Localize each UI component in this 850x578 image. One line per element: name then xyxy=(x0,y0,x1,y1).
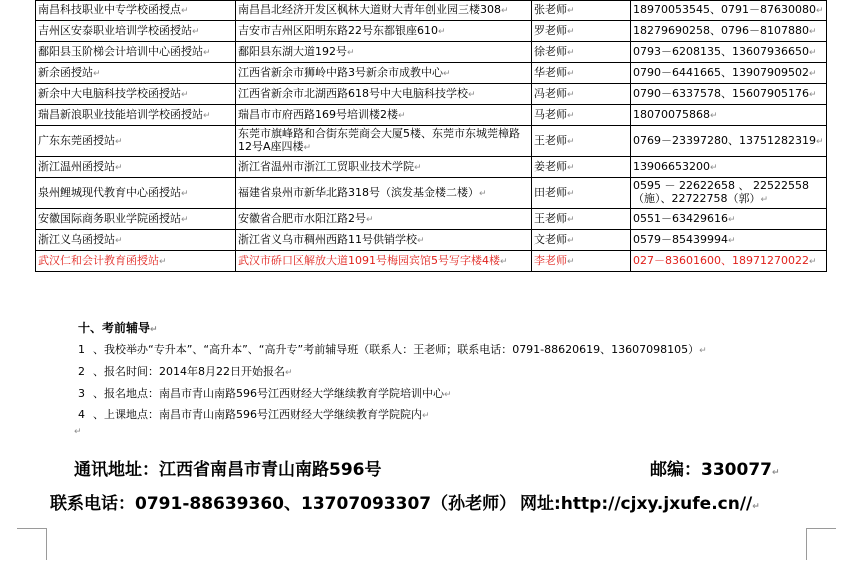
cell-end-mark: ↵ xyxy=(567,68,575,79)
cell-end-mark: ↵ xyxy=(808,26,817,37)
cell-end-mark: ↵ xyxy=(500,256,508,267)
cell-end-mark: ↵ xyxy=(417,235,425,246)
station-table xyxy=(35,0,827,272)
cell-address xyxy=(236,209,532,230)
list-item xyxy=(78,406,430,422)
cell-text: 王老师 xyxy=(534,133,567,147)
contact-phone xyxy=(50,489,516,514)
cell-address xyxy=(236,63,532,84)
cell-text: 027－83601600、18971270022 xyxy=(633,253,809,267)
paragraph-mark: ↵ xyxy=(422,411,430,421)
cell-address xyxy=(236,157,532,178)
item-number: 3 xyxy=(78,387,85,400)
list-item xyxy=(78,341,707,357)
cell-end-mark: ↵ xyxy=(567,256,575,267)
cell-phone xyxy=(631,21,827,42)
cell-end-mark: ↵ xyxy=(727,214,736,225)
cell-end-mark: ↵ xyxy=(181,6,189,16)
cell-text: 华老师 xyxy=(534,65,567,79)
item-text: 、上课地点：南昌市青山南路596号江西财经大学继续教育学院院内 xyxy=(93,408,422,421)
cell-text: 安徽省合肥市水阳江路2号 xyxy=(238,211,366,225)
cell-end-mark: ↵ xyxy=(203,110,211,121)
cell-end-mark: ↵ xyxy=(709,110,718,121)
table-row xyxy=(36,105,827,126)
mailing-address xyxy=(74,455,382,480)
section-title-text: 十、考前辅导 xyxy=(78,321,151,335)
cell-phone xyxy=(631,84,827,105)
cell-text: 新余函授站 xyxy=(38,65,93,79)
cell-text: 瑞昌新浪职业技能培训学校函授站 xyxy=(38,107,203,121)
cell-end-mark: ↵ xyxy=(181,188,189,199)
cell-text: 瑞昌市市府西路169号培训楼2楼 xyxy=(238,107,398,121)
crop-mark-right-horizontal xyxy=(806,528,836,529)
cell-phone xyxy=(631,157,827,178)
list-item xyxy=(78,363,293,379)
cell-end-mark: ↵ xyxy=(815,6,824,16)
cell-end-mark: ↵ xyxy=(567,110,575,121)
cell-phone xyxy=(631,230,827,251)
cell-text: 0793－6208135、13607936650 xyxy=(633,44,809,58)
cell-end-mark: ↵ xyxy=(567,6,575,16)
postcode xyxy=(650,455,780,480)
cell-end-mark: ↵ xyxy=(808,47,817,58)
cell-address xyxy=(236,105,532,126)
cell-end-mark: ↵ xyxy=(709,162,718,173)
cell-text: 新余中大电脑科技学校函授站 xyxy=(38,86,181,100)
item-text: 、我校举办“专升本”、“高升本”、“高升专”考前辅导班（联系人：王老师；联系电话：0791-88620619、13607098105） xyxy=(93,343,700,356)
list-item xyxy=(78,385,452,401)
cell-text: 广东东莞函授站 xyxy=(38,133,115,147)
cell-text: 泉州鲤城现代教育中心函授站 xyxy=(38,185,181,199)
cell-end-mark: ↵ xyxy=(567,235,575,246)
cell-end-mark: ↵ xyxy=(567,214,575,225)
cell-end-mark: ↵ xyxy=(115,235,123,246)
crop-mark-right-vertical xyxy=(806,528,807,560)
cell-text: 武汉市硚口区解放大道1091号梅园宾馆5号写字楼4楼 xyxy=(238,253,500,267)
cell-text: 江西省新余市狮岭中路3号新余市成教中心 xyxy=(238,65,443,79)
cell-end-mark: ↵ xyxy=(567,26,575,37)
cell-text: 浙江温州函授站 xyxy=(38,159,115,173)
cell-end-mark: ↵ xyxy=(366,214,374,225)
table-row xyxy=(36,126,827,157)
cell-end-mark: ↵ xyxy=(501,6,509,16)
cell-text: 安徽国际商务职业学院函授站 xyxy=(38,211,181,225)
cell-end-mark: ↵ xyxy=(468,89,476,100)
cell-contact xyxy=(532,1,631,21)
cell-text: 南昌科技职业中专学校函授点 xyxy=(38,3,181,16)
cell-name xyxy=(36,84,236,105)
crop-mark-left-horizontal xyxy=(17,528,47,529)
cell-contact xyxy=(532,84,631,105)
cell-end-mark: ↵ xyxy=(347,47,355,58)
cell-text: 徐老师 xyxy=(534,44,567,58)
cell-end-mark: ↵ xyxy=(181,89,189,100)
cell-text: 0595 － 22622658 、 22522558（施）、22722758（郭） xyxy=(633,179,809,205)
cell-phone xyxy=(631,178,827,209)
table-row xyxy=(36,157,827,178)
postcode-text: 邮编：330077 xyxy=(650,460,772,480)
cell-address xyxy=(236,126,532,157)
cell-text: 0790－6337578、15607905176 xyxy=(633,86,809,100)
cell-text: 田老师 xyxy=(534,185,567,199)
item-number: 2 xyxy=(78,365,85,378)
cell-name xyxy=(36,105,236,126)
cell-phone xyxy=(631,63,827,84)
cell-end-mark: ↵ xyxy=(479,188,487,199)
cell-contact xyxy=(532,126,631,157)
cell-end-mark: ↵ xyxy=(727,235,736,246)
cell-contact xyxy=(532,21,631,42)
cell-text: 东莞市旗峰路和合街东莞商会大厦5楼、东莞市东城莞樟路12号A座四楼 xyxy=(238,127,520,153)
cell-end-mark: ↵ xyxy=(115,136,123,147)
cell-text: 武汉仁和会计教育函授站 xyxy=(38,253,159,267)
cell-text: 吉安市吉州区阳明东路22号东都银座610 xyxy=(238,23,438,37)
contact-phone-text: 联系电话：0791-88639360、13707093307（孙老师） xyxy=(50,494,517,514)
item-text: 、报名地点：南昌市青山南路596号江西财经大学继续教育学院培训中心 xyxy=(93,387,444,400)
cell-text: 浙江省义乌市稠州西路11号供销学校 xyxy=(238,232,417,246)
cell-text: 浙江省温州市浙江工贸职业技术学院 xyxy=(238,159,414,173)
cell-end-mark: ↵ xyxy=(567,188,575,199)
cell-contact xyxy=(532,251,631,272)
item-number: 4 xyxy=(78,408,85,421)
cell-end-mark: ↵ xyxy=(567,162,575,173)
cell-text: 鄱阳县玉阶梯会计培训中心函授站 xyxy=(38,44,203,58)
cell-text: 18279690258、0796－8107880 xyxy=(633,23,809,37)
item-text: 、报名时间：2014年8月22日开始报名 xyxy=(93,365,285,378)
cell-text: 18070075868 xyxy=(633,107,710,121)
cell-end-mark: ↵ xyxy=(203,47,211,58)
cell-end-mark: ↵ xyxy=(567,47,575,58)
section-title xyxy=(78,319,158,336)
cell-name xyxy=(36,21,236,42)
cell-end-mark: ↵ xyxy=(815,136,824,147)
cell-phone xyxy=(631,251,827,272)
cell-address xyxy=(236,21,532,42)
cell-contact xyxy=(532,63,631,84)
cell-name xyxy=(36,42,236,63)
table-row xyxy=(36,209,827,230)
cell-text: 0551－63429616 xyxy=(633,211,728,225)
cell-text: 罗老师 xyxy=(534,23,567,37)
cell-text: 福建省泉州市新华北路318号（滨发基金楼二楼） xyxy=(238,185,479,199)
cell-text: 文老师 xyxy=(534,232,567,246)
cell-text: 冯老师 xyxy=(534,86,567,100)
table-row xyxy=(36,84,827,105)
table-row xyxy=(36,21,827,42)
paragraph-mark: ↵ xyxy=(285,368,293,378)
cell-text: 李老师 xyxy=(534,253,567,267)
paragraph-mark: ↵ xyxy=(150,325,158,335)
cell-contact xyxy=(532,42,631,63)
crop-mark-left-vertical xyxy=(46,528,47,560)
cell-text: 浙江义乌函授站 xyxy=(38,232,115,246)
cell-text: 姜老师 xyxy=(534,159,567,173)
mailing-address-text: 通讯地址：江西省南昌市青山南路596号 xyxy=(74,460,382,480)
cell-end-mark: ↵ xyxy=(159,256,167,267)
cell-text: 13906653200 xyxy=(633,159,710,173)
cell-address xyxy=(236,1,532,21)
table-row xyxy=(36,251,827,272)
cell-name xyxy=(36,126,236,157)
cell-end-mark: ↵ xyxy=(414,162,422,173)
cell-text: 0579－85439994 xyxy=(633,232,728,246)
website-link[interactable]: 网址:http://cjxy.jxufe.cn// xyxy=(520,494,753,514)
cell-address xyxy=(236,251,532,272)
cell-end-mark: ↵ xyxy=(181,214,189,225)
cell-name xyxy=(36,178,236,209)
cell-end-mark: ↵ xyxy=(115,162,123,173)
cell-text: 张老师 xyxy=(534,3,567,16)
cell-contact xyxy=(532,230,631,251)
cell-text: 马老师 xyxy=(534,107,567,121)
cell-address xyxy=(236,42,532,63)
table-row xyxy=(36,63,827,84)
cell-name xyxy=(36,251,236,272)
paragraph-mark: ↵ xyxy=(752,502,760,512)
empty-paragraph-mark: ↵ xyxy=(74,427,82,437)
cell-name xyxy=(36,157,236,178)
cell-address xyxy=(236,230,532,251)
cell-end-mark: ↵ xyxy=(808,89,817,100)
cell-contact xyxy=(532,178,631,209)
cell-text: 江西省新余市北湖西路618号中大电脑科技学校 xyxy=(238,86,468,100)
cell-phone xyxy=(631,126,827,157)
cell-end-mark: ↵ xyxy=(808,256,817,267)
cell-text: 王老师 xyxy=(534,211,567,225)
cell-text: 南昌昌北经济开发区枫林大道财大青年创业园三楼308 xyxy=(238,3,501,16)
cell-end-mark: ↵ xyxy=(567,89,575,100)
table-row xyxy=(36,178,827,209)
cell-phone xyxy=(631,1,827,21)
cell-address xyxy=(236,84,532,105)
cell-end-mark: ↵ xyxy=(192,26,200,37)
cell-end-mark: ↵ xyxy=(93,68,101,79)
item-number: 1 xyxy=(78,343,85,356)
paragraph-mark: ↵ xyxy=(699,346,707,356)
cell-text: 吉州区安泰职业培训学校函授站 xyxy=(38,23,192,37)
cell-phone xyxy=(631,105,827,126)
cell-text: 0769－23397280、13751282319 xyxy=(633,133,816,147)
table-row xyxy=(36,42,827,63)
paragraph-mark: ↵ xyxy=(444,390,452,400)
station-table-body xyxy=(36,1,827,272)
cell-end-mark: ↵ xyxy=(398,110,406,121)
cell-text: 鄱阳县东湖大道192号 xyxy=(238,44,347,58)
cell-contact xyxy=(532,157,631,178)
table-row xyxy=(36,230,827,251)
cell-name xyxy=(36,1,236,21)
table-row xyxy=(36,1,827,21)
cell-end-mark: ↵ xyxy=(567,136,575,147)
cell-end-mark: ↵ xyxy=(808,68,817,79)
cell-text: 0790－6441665、13907909502 xyxy=(633,65,809,79)
cell-name xyxy=(36,230,236,251)
cell-end-mark: ↵ xyxy=(760,195,769,205)
cell-contact xyxy=(532,105,631,126)
cell-end-mark: ↵ xyxy=(443,68,451,79)
cell-end-mark: ↵ xyxy=(303,143,312,153)
cell-text: 18970053545、0791－87630080 xyxy=(633,3,816,16)
cell-end-mark: ↵ xyxy=(438,26,446,37)
paragraph-mark: ↵ xyxy=(771,468,780,478)
cell-address xyxy=(236,178,532,209)
cell-name xyxy=(36,209,236,230)
cell-contact xyxy=(532,209,631,230)
website[interactable] xyxy=(520,489,760,514)
cell-name xyxy=(36,63,236,84)
cell-phone xyxy=(631,209,827,230)
cell-phone xyxy=(631,42,827,63)
